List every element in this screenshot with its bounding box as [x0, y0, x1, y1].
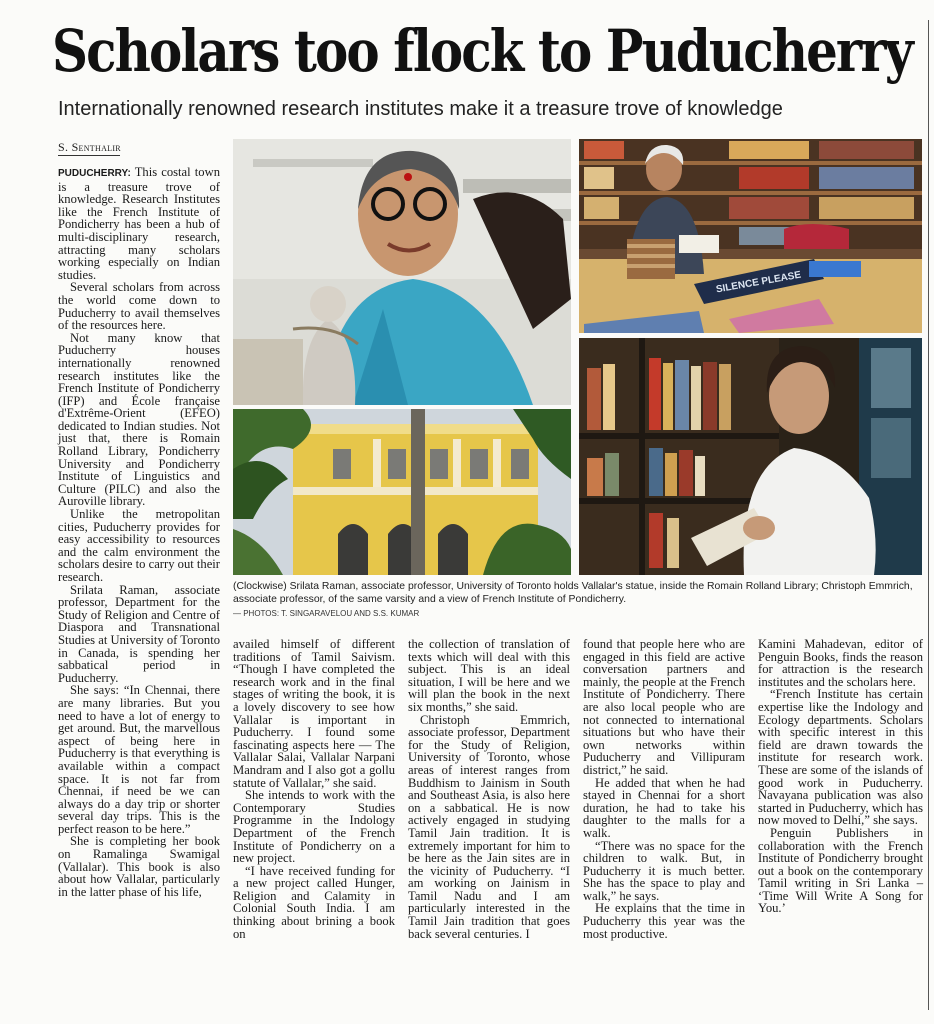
paragraph: Not many know that Puducherry houses internationally renowned research institutes like the French Institute of Pondicherry (IFP) and École française d'Extrême-Orient (EFEO) dedicated to Indian studies. Not just that, there is Romain Rolland Library, Pondicherry University and Pondicherry Institute of Linguistics and Culture (PILC) and also the Auroville library.	[58, 330, 220, 509]
paragraph: the collection of translation of texts which will deal with this subject. This is an ideal situation, I will be here and we will plan the book in the next six months,” she said.	[408, 637, 570, 714]
silence-please-sign: SILENCE PLEASE	[715, 269, 802, 296]
paragraph: Unlike the metropolitan cities, Puducherry provides for easy accessibility to resources and the calm environment the scholars desire to carry out their research.	[58, 507, 220, 584]
paragraph: She intends to work with the Contemporary Studies Programme in the Indology Department of the French Institute of Pondicherry on a new project.	[233, 788, 395, 866]
paragraph: Srilata Raman, associate professor, Department for the Study of Religion and Centre of Diaspora and Transnational Studies at University of Toronto in Canada, is spending her sabbatical period in Puducherry.	[58, 582, 220, 685]
subheadline: Internationally renowned research institutes make it a treasure trove of knowledge	[58, 98, 783, 120]
column-3	[408, 638, 570, 940]
column-rule	[928, 20, 929, 1010]
paragraph: Christoph Emmrich, associate professor, Department for the Study of Religion, University of Toronto, whose areas of interest ranges from Buddhism to Jainism in South and Southeast Asia, is also here on a sabbatical. He is now actively engaged in studying Tamil Jain tradition. It is extremely important for him to be here as the Jain sites are in the vicinity of Puducherry. “I am working on Jainism in Tamil Nadu and I am particularly interested in the Tamil Jain tradition that goes back several centuries. I	[408, 712, 570, 941]
photo-christoph-emmrich	[579, 338, 922, 575]
photo-srilata-raman	[233, 139, 571, 405]
paragraph: She says: “In Chennai, there are many libraries. But you need to have a lot of energy to get around. But, the marvellous aspect of being here in Puducherry is that everything is available within a compact space. It is not far from Chennai, if need be we can always do a day trip or shorter several day trips. This is the perfect reason to be here.”	[58, 683, 220, 836]
column-1	[58, 166, 220, 898]
column-5	[758, 638, 923, 915]
paragraph: Kamini Mahadevan, editor of Penguin Books, finds the reason for attraction is the research institutes and the scholars here.	[758, 637, 923, 689]
paragraph: He added that when he had stayed in Chennai for a short duration, he had to take his daughter to the malls for a walk.	[583, 775, 745, 840]
byline: S. Senthalir	[58, 140, 121, 154]
headline: Scholars too flock to Puducherry	[52, 17, 912, 85]
paragraph: “There was no space for the children to walk. But, in Puducherry it is much better. She has the space to play and walk,” he says.	[583, 838, 745, 903]
photo-caption: (Clockwise) Srilata Raman, associate professor, University of Toronto holds Vallalar's statue, inside the Romain Rolland Library; Christoph Emmrich, associate professor, of the same varsity and a view of French Institute of Pondicherry.	[233, 581, 913, 605]
lead-text: This costal town is a treasure trove of knowledge. Research Institutes like the French Institute of Pondicherry has been a hub of multi-disciplinary research, attracting many scholars working especially on Indian studies.	[58, 165, 220, 282]
lead-paragraph	[58, 166, 220, 281]
column-4	[583, 638, 745, 940]
paragraph: She is completing her book on Ramalinga Swamigal (Vallalar). This book is also about how Vallalar, particularly in the latter phase of his life,	[58, 834, 220, 899]
photo-library	[579, 139, 922, 333]
paragraph: “French Institute has certain expertise like the Indology and Ecology departments. Scholars with specific interest in this field are drawn towards the institute for research work. These are some of the islands of good work in Puducherry. Navayana publication was also started in Puducherry, which has now moved to Delhi,” she says.	[758, 687, 923, 828]
photo-credit: — PHOTOS: T. SINGARAVELOU AND S.S. KUMAR	[233, 609, 420, 618]
paragraph: availed himself of different traditions of Tamil Saivism. “Though I have completed the research work and in the final stages of writing the book, it is a lovely discovery to see how Vallalar is important in Puducherry. I found some fascinating aspects here — The Vallalar Salai, Vallalar Narpani Mandram and I also got a gollu statute of Vallalar,” she said.	[233, 637, 395, 790]
dateline: PUDUCHERRY:	[58, 168, 131, 179]
paragraph: Penguin Publishers in collaboration with the French Institute of Pondicherry brought out a book on the contemporary Tamil writing in Sri Lanka – ‘Time Will Write A Song for You.’	[758, 825, 923, 916]
paragraph: “I have received funding for a new project called Hunger, Religion and Calamity in Colonial South India. I am thinking about brining a book on	[233, 863, 395, 941]
byline-rule	[58, 155, 120, 156]
paragraph: found that people here who are engaged in this field are active conversation partners and mainly, the people at the French Institute of Pondicherry. There are also local people who are not connected to international situations but who have their own networks within Puducherry and Villipuram district,” he said.	[583, 637, 745, 777]
photo-french-institute	[233, 409, 571, 575]
column-2	[233, 638, 395, 940]
paragraph: Several scholars from across the world come down to Puducherry to avail themselves of the resources here.	[58, 280, 220, 333]
paragraph: He explains that the time in Puducherry this year was the most productive.	[583, 901, 745, 941]
